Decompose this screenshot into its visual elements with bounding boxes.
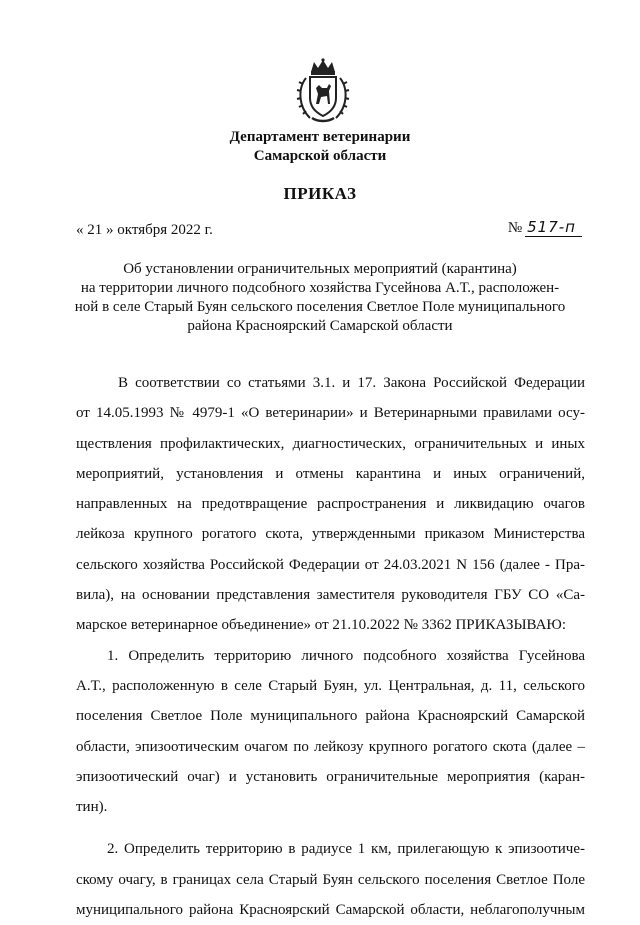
samara-region-coat-of-arms-icon [294, 58, 352, 124]
order-subject [60, 260, 580, 336]
order-number-label: № [507, 220, 523, 236]
department-name [0, 128, 640, 166]
order-number-handwritten: 517-п [525, 218, 582, 237]
subject-line: на территории личного подсобного хозяйства Гусейнова А.Т., расположен- [80, 280, 560, 296]
body-line: марское ветеринарное объединение» от 21.10.2022 № 3362 ПРИКАЗЫВАЮ: [76, 617, 567, 634]
body-line: поселения Светлое Поле муниципального района Красноярский Самарской [76, 708, 585, 725]
body-line: области, эпизоотическим очагом по лейкозу крупного рогатого скота (далее – [76, 738, 585, 755]
body-line: тин). [76, 799, 108, 816]
body-line: муниципального района Красноярский Самарской области, неблагополучным [76, 902, 585, 919]
subject-line: Об установлении ограничительных мероприятий (карантина) [123, 261, 517, 277]
item-1-paragraph [76, 641, 585, 823]
order-title: ПРИКАЗ [283, 184, 357, 203]
order-number [508, 218, 582, 237]
body-line: лейкоза крупного рогатого скота, утвержденными приказом Министерства [76, 526, 585, 543]
body-line: А.Т., расположенную в селе Старый Буян, ул. Центральная, д. 11, сельского [76, 677, 585, 694]
body-line: эпизоотический очаг) и установить ограничительные мероприятия (каран- [76, 768, 585, 785]
body-line: ществления профилактических, диагностических, ограничительных и иных [76, 435, 585, 452]
order-body [76, 368, 585, 925]
body-line: вила), на основании представления заместителя руководителя ГБУ СО «Са- [76, 587, 585, 604]
department-line-2: Самарской области [253, 148, 387, 164]
body-line: направленных на предотвращение распространения и ликвидацию очагов [76, 496, 585, 513]
subject-line: района Красноярский Самарской области [187, 318, 453, 334]
body-line: сельского хозяйства Российской Федерации от 24.03.2021 N 156 (далее - Пра- [76, 556, 585, 573]
body-line: мероприятий, установления и отмены карантина и иных ограничений, [76, 465, 585, 482]
body-line: В соответствии со статьями 3.1. и 17. Закона Российской Федерации [118, 375, 585, 391]
order-date: « 21 » октября 2022 г. [76, 222, 213, 238]
body-line: 1. Определить территорию личного подсобного хозяйства Гусейнова [107, 647, 585, 664]
body-line: скому очагу, в границах села Старый Буян сельского поселения Светлое Поле [76, 871, 585, 888]
subject-line: ной в селе Старый Буян сельского поселения Светлое Поле муниципального [74, 299, 566, 315]
preamble-paragraph [76, 368, 585, 641]
item-2-paragraph [76, 834, 585, 925]
department-line-1: Департамент ветеринарии [229, 129, 411, 145]
body-line: от 14.05.1993 № 4979-1 «О ветеринарии» и Ветеринарными правилами осу- [76, 405, 585, 422]
body-line: 2. Определить территорию в радиусе 1 км, прилегающую к эпизоотиче- [107, 841, 585, 858]
